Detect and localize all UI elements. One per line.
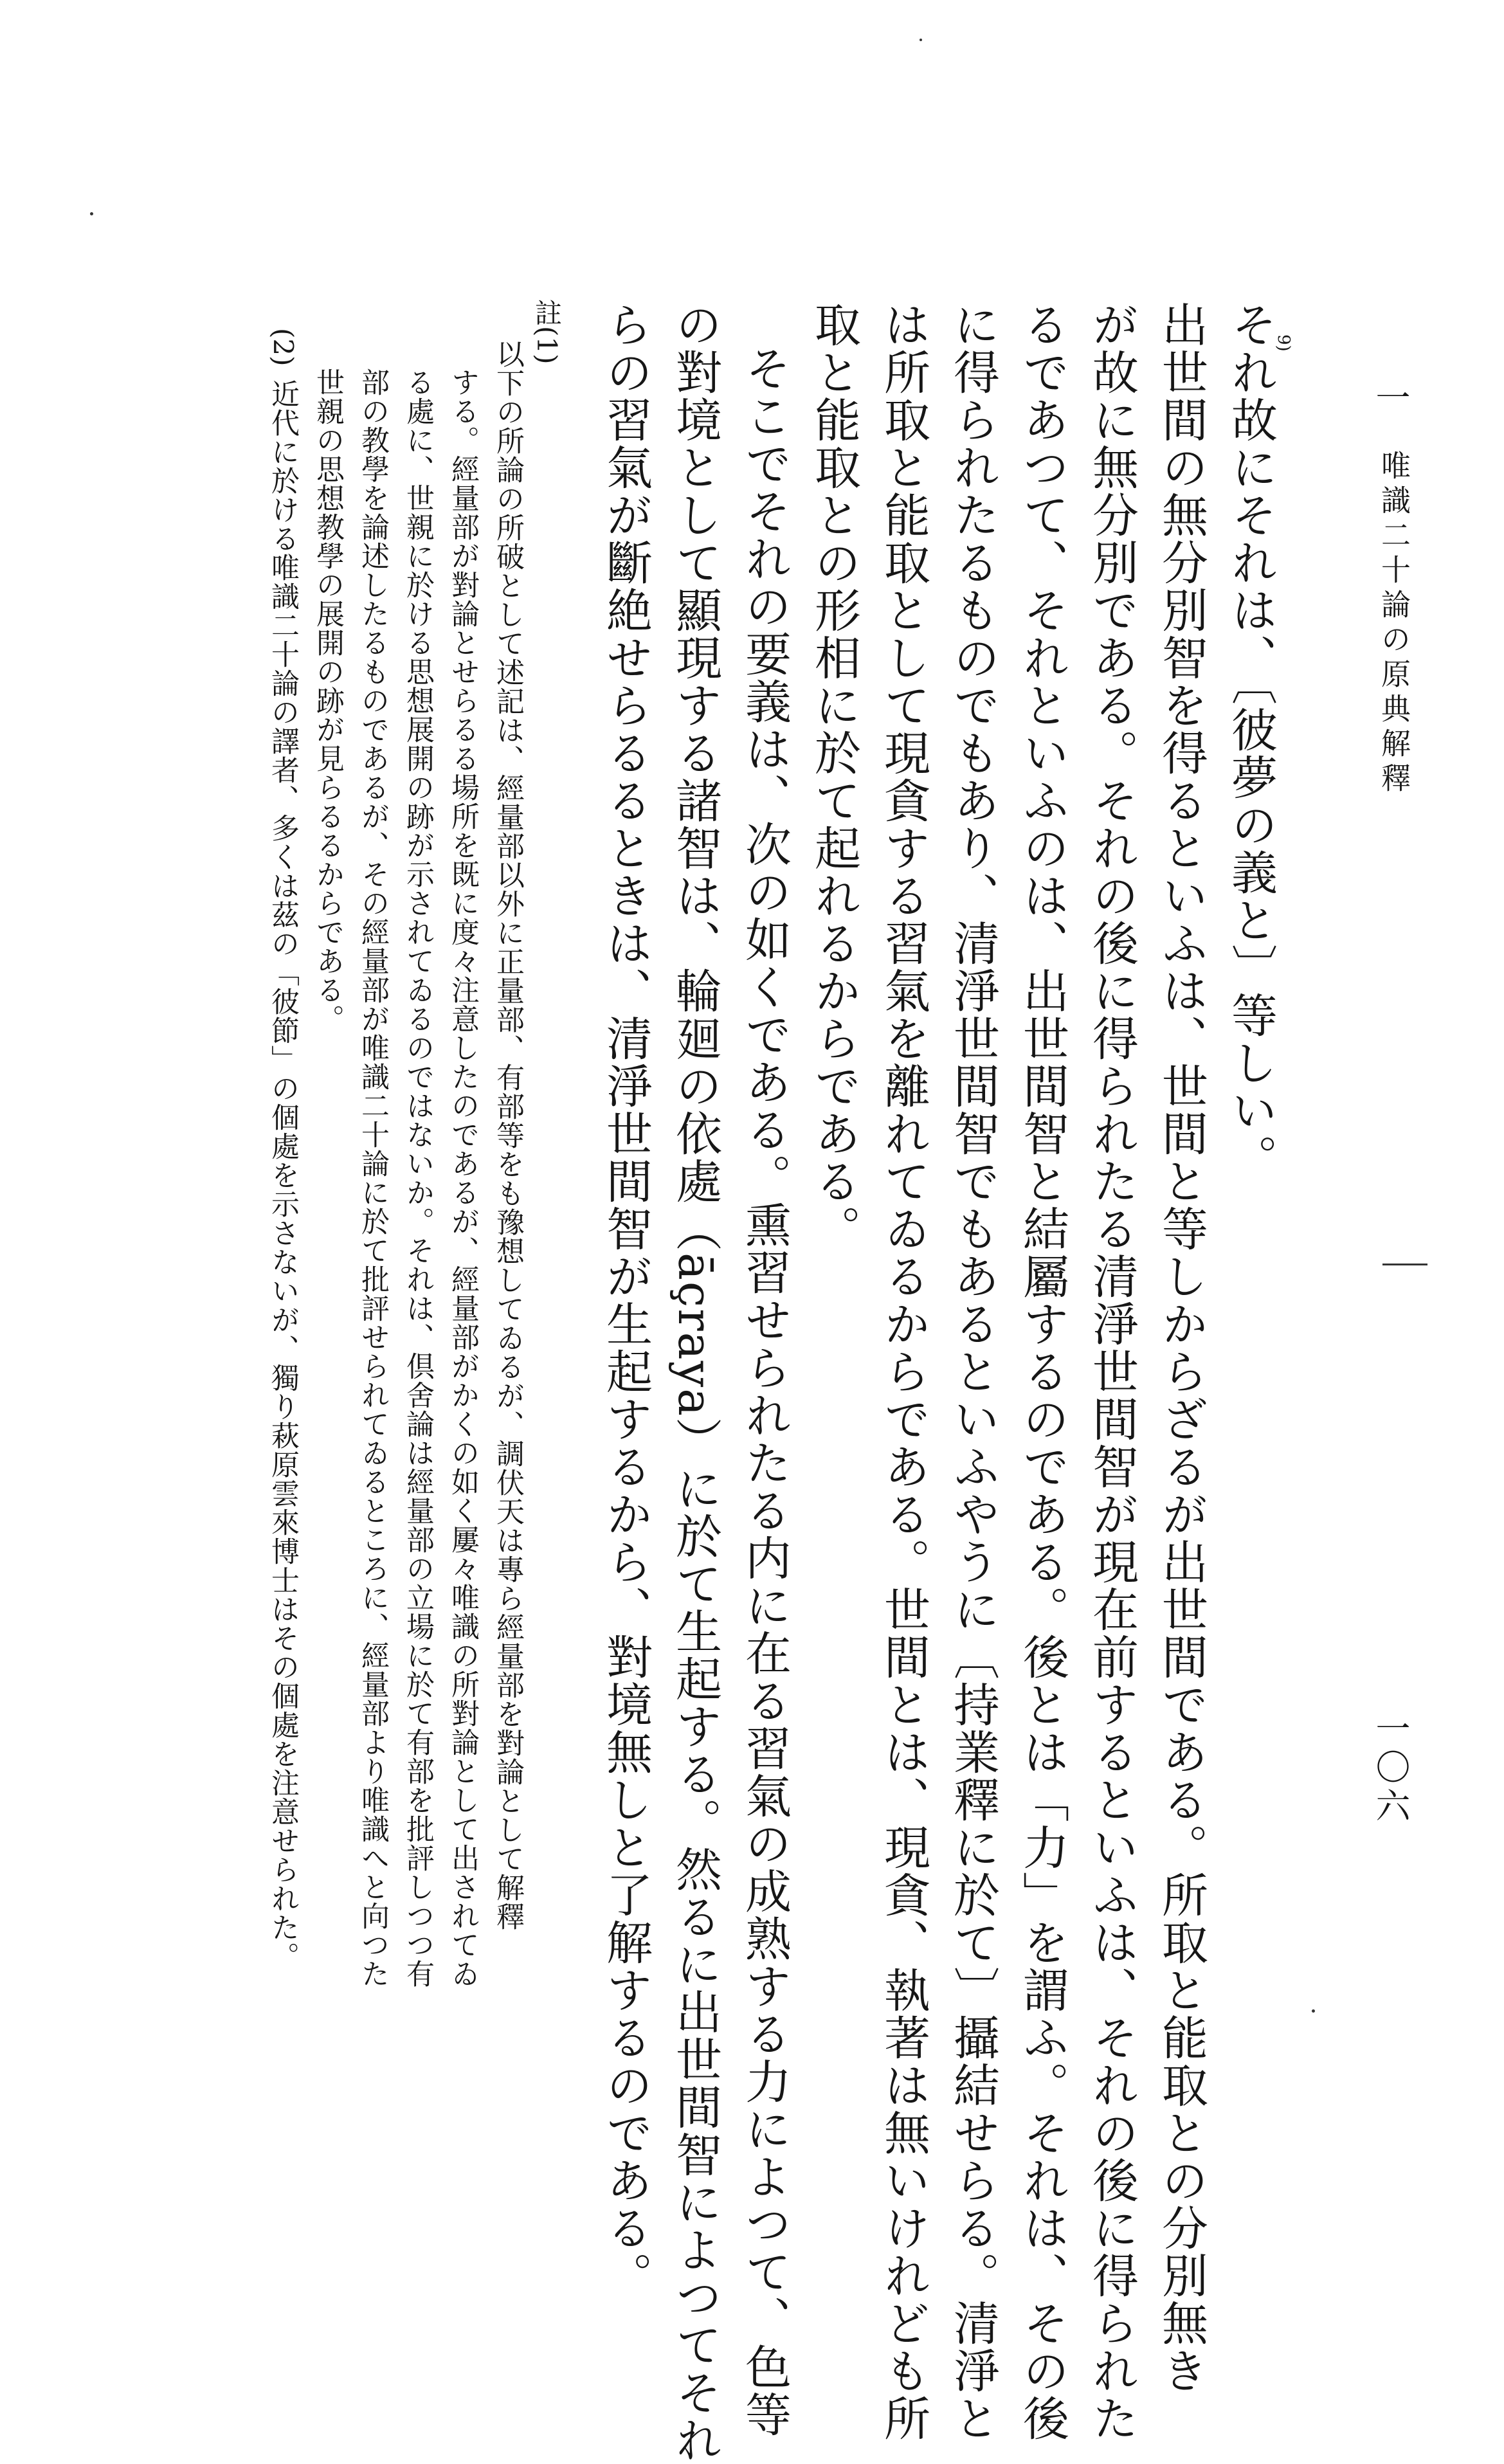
note-1-line-1: 以下の所論の所破として述記は、經量部以外に正量部、有部等をも豫想してゐるが、調伏天は專ら經量部を對論として解釋: [491, 340, 524, 1931]
body-line-9: の對境として顯現する諸智は、輪廻の依處（āçraya）に於て生起する。然るに出世間智によつてそれ: [668, 301, 722, 2464]
note-1-line-5: 世親の思想教學の展開の跡が見らるるからである。: [311, 368, 344, 1033]
body-line-2: 出世間の無分別智を得るといふは、世間と等しからざるが出世間である。所取と能取との分別無き: [1154, 301, 1208, 2395]
body-line-10: らの習氣が斷絶せらるるときは、清淨世間智が生起するから、對境無しと了解するのである。: [599, 301, 653, 2299]
scan-speck: [1312, 2009, 1315, 2013]
note-2-label: (2): [267, 328, 299, 367]
note-1-line-3: る處に、世親に於ける思想展開の跡が示されてゐるのではないか。それは、倶舍論は經量部の立場に於て有部を批評しつつ有: [401, 368, 434, 1988]
scan-speck: [920, 39, 922, 41]
running-header-title: 唯識二十論の原典解釋: [1377, 450, 1411, 797]
footnote-marker: 9): [1274, 334, 1293, 352]
body-line-6: は所取と能取として現貪する習氣を離れてゐるからである。世間とは、現貪、執著は無いけれども所: [876, 301, 930, 2442]
body-line-1: それ故にそれは、〔彼夢の義と〕等しい。: [1224, 301, 1278, 1182]
scan-speck: [90, 212, 93, 215]
scan-speck: [1382, 1264, 1427, 1265]
body-line-5: に得られたるものでもあり、清淨世間智でもあるといふやうに〔持業釋に於て〕攝結せらる。清淨と: [946, 301, 1000, 2442]
note-1-line-2: する。經量部が對論とせらるる場所を既に度々注意したのであるが、經量部がかくの如く屢々唯識の所對論として出されてゐ: [446, 368, 479, 1988]
note-2-line-1: 近代に於ける唯識二十論の譯者、多くは茲の「彼節」の個處を示さないが、獨り萩原雲來博士はその個處を注意せられた。: [266, 379, 299, 1971]
chapter-mark: 一: [1370, 379, 1411, 414]
page-number: 一〇六: [1370, 1710, 1411, 1826]
body-line-7: 取と能取との形相に於て起れるからである。: [807, 301, 861, 1253]
note-1-label: 註(1): [531, 299, 563, 365]
note-1-line-4: 部の教學を論述したるものであるが、その經量部が唯識二十論に於て批評せられてゐるところに、經量部より唯識へと向つた: [356, 368, 389, 1988]
body-line-8: そこでそれの要義は、次の如くである。熏習せられたる内に在る習氣の成熟する力によつて、色等: [738, 345, 792, 2438]
body-line-4: るであつて、それといふのは、出世間智と結屬するのである。後とは「力」を謂ふ。それは、その後: [1015, 301, 1069, 2442]
body-line-3: が故に無分別である。それの後に得られたる清淨世間智が現在前するといふは、それの後に得られた: [1085, 301, 1139, 2442]
